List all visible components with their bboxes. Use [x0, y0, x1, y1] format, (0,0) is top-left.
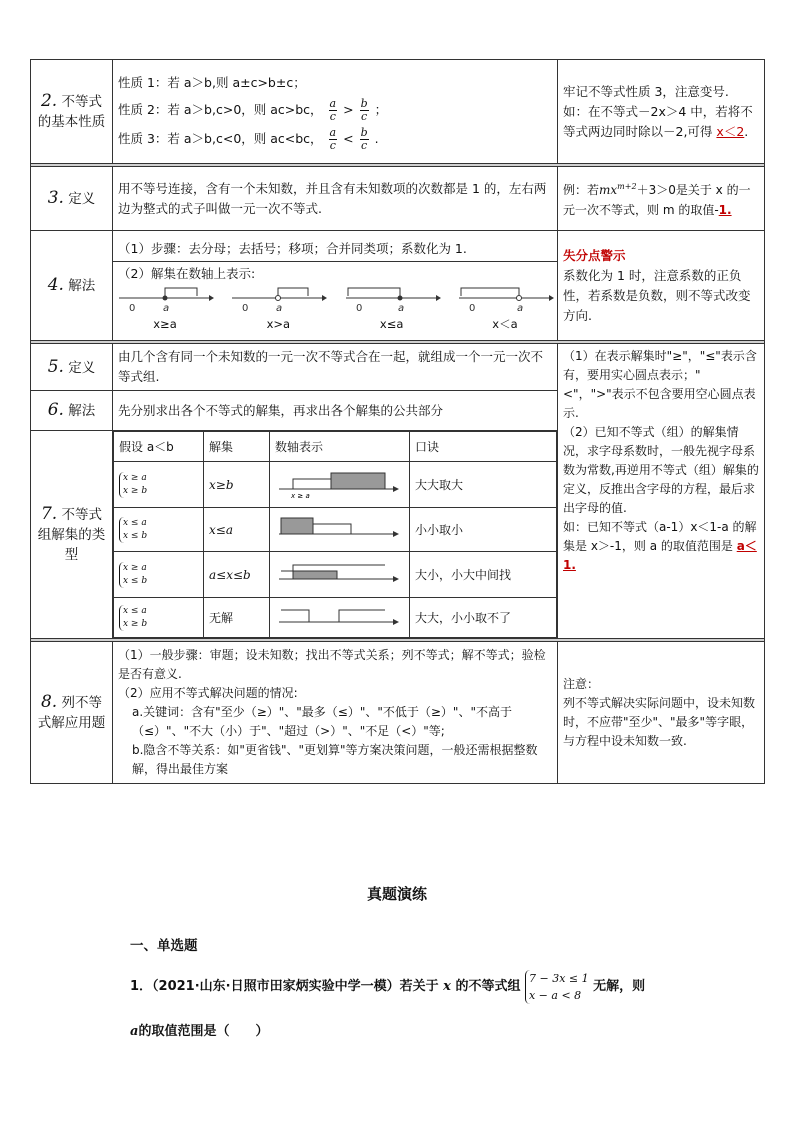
row-label: 3. 定义 [31, 167, 113, 231]
warning-text: 系数化为 1 时，注意系数的正负性，若系数是负数，则不等式改变方向. [563, 267, 751, 323]
svg-text:0: 0 [129, 303, 136, 314]
fraction-b-over-c: $\frac{b}{c}$ [360, 96, 368, 123]
number-line-leq: 0 a x≤a [342, 284, 442, 334]
svg-text:0: 0 [468, 303, 476, 314]
row-label [31, 60, 113, 164]
number-line-examples [113, 284, 557, 334]
row-inequality-properties [31, 60, 765, 164]
svg-text:0: 0 [242, 303, 249, 314]
note-answer: x＜2 [716, 123, 745, 139]
inequality-system: 7 − 3x ≤ 1 x − a < 8 [525, 970, 589, 1004]
solution-types-table-cell [113, 431, 558, 639]
row-label: 5. 定义 [31, 344, 113, 391]
types-row: x ≤ a x ≤ b x≤a 小小取小 [114, 508, 557, 552]
row-definition-linear [31, 167, 765, 231]
note-answer: a＜1. [563, 539, 757, 572]
definition-example: 例：若$mx^{m+2}+3>0$是关于 x 的一元一次不等式，则 m 的取值-1. [558, 167, 765, 231]
types-row: x ≤ a x ≥ b 无解 大大，小小取不了 [114, 598, 557, 638]
row-label: 6. 解法 [31, 391, 113, 431]
types-header-row: 假设 a＜b 解集 数轴表示 口诀 [114, 432, 557, 462]
types-row: x ≥ a x ≥ b x≥b x ≥ a 大大取大 [114, 462, 557, 508]
knowledge-table [30, 59, 765, 784]
step-2: （2）解集在数轴上表示: [118, 266, 256, 281]
row-label: 8. 列不等式解应用题 [31, 642, 113, 784]
number-line-geq: 0 a x≥a [115, 284, 215, 334]
svg-text:a: a [163, 303, 170, 314]
practice-subhead: 一、单选题 [130, 938, 198, 954]
solution-types-table [113, 431, 557, 638]
row-title: 不等式的基本性质 [37, 94, 106, 130]
system-definition-text: 由几个含有同一个未知数的一元一次不等式合在一起，就组成一个一元一次不等式组. [113, 344, 558, 391]
row-word-problems [31, 642, 765, 784]
fraction-a-over-c: $\frac{a}{c}$ [329, 96, 337, 123]
row-solution-method [31, 231, 765, 341]
word-problem-note: 注意： 列不等式解决实际问题中，设未知数时，不应带"至少"、"最多"等字眼，与方程中设未知数一致. [558, 642, 765, 784]
properties-cell [113, 60, 558, 164]
number-line-lt: 0 a x＜a [455, 284, 555, 334]
svg-text:a: a [397, 303, 404, 314]
number-line-no-solution [270, 598, 410, 638]
svg-text:a: a [276, 303, 283, 314]
row-number: 2. [40, 91, 58, 111]
system-notes: （1）在表示解集时"≥"，"≤"表示含有，要用实心圆点表示；"<"，">"表示不包含要用空心圆点表示. （2）已知不等式（组）的解集情况，求字母系数时，一般先视字母系数为常数,再逆用不等式（组）解集的定义，反推出含字母的方程，最后求出字母的值. 如：已知不等式（a-1）x＜1-a 的解集是 x＞-1，则 a 的取值范围是 a＜1. [558, 344, 765, 639]
property-1: 性质 1：若 a＞b,则 a±c>b±c； [118, 74, 306, 90]
number-line-between [270, 552, 410, 598]
question-1-continued: a的取值范围是（ ） [130, 1024, 269, 1039]
example-answer: 1. [718, 203, 732, 217]
row-system-definition [31, 344, 765, 391]
row-label: 7. 不等式组解集的类型 [31, 431, 113, 639]
row-label: 4. 解法 [31, 231, 113, 341]
warning-title: 失分点警示 [563, 247, 626, 263]
step-1: （1）步骤：去分母；去括号；移项；合并同类项；系数化为 1. [113, 237, 557, 262]
svg-text:0: 0 [355, 303, 363, 314]
word-problem-steps: （1）一般步骤：审题；设未知数；找出不等式关系；列不等式；解不等式；验检是否有意义. （2）应用不等式解决问题的情况: a.关键词：含有"至少（≥）"、"最多（≤）"、"不低于（≥）"、"不高于（≤）"、"不大（小）于"、"超过（>）"、"不足（<）"等; b.隐含不等关系：如"更省钱"、"更划算"等方案决策问题，一般还需根据整数解，得出最佳方案 [113, 642, 558, 784]
number-line-big-big [270, 462, 410, 508]
property-2: 性质 2：若 a＞b,c>0，则 ac>bc， $\frac{a}{c}$ > $\frac{b}{c}$ ； [118, 96, 388, 123]
solution-steps [113, 231, 558, 341]
number-line-small-small [270, 508, 410, 552]
property-note: 牢记不等式性质 3，注意变号. 如：在不等式－2x＞4 中，若将不等式两边同时除以－2,可得 x＜2. [558, 60, 765, 164]
fraction-b-over-c: $\frac{b}{c}$ [360, 125, 368, 152]
practice-title: 真题演练 [366, 885, 427, 903]
types-row: x ≥ a x ≤ b a≤x≤b 大小，小大中间找 [114, 552, 557, 598]
definition-text: 用不等号连接，含有一个未知数，并且含有未知数项的次数都是 1 的，左右两边为整式的式子叫做一元一次不等式. [113, 167, 558, 231]
system-solution-text: 先分别求出各个不等式的解集，再求出各个解集的公共部分 [113, 391, 558, 431]
fraction-a-over-c: $\frac{a}{c}$ [329, 125, 337, 152]
solution-warning [558, 231, 765, 341]
property-3: 性质 3：若 a＞b,c<0，则 ac<bc， $\frac{a}{c}$ < $\frac{b}{c}$ . [118, 125, 379, 152]
svg-text:a: a [516, 303, 524, 314]
svg-text:x ≥ a: x ≥ a [291, 492, 310, 499]
number-line-gt: 0 a x>a [228, 284, 328, 334]
question-1: 1．（2021·山东·日照市田家炳实验中学一模）若关于 x 的不等式组 7 − 3x ≤ 1 x − a < 8 无解，则 [130, 971, 646, 1002]
